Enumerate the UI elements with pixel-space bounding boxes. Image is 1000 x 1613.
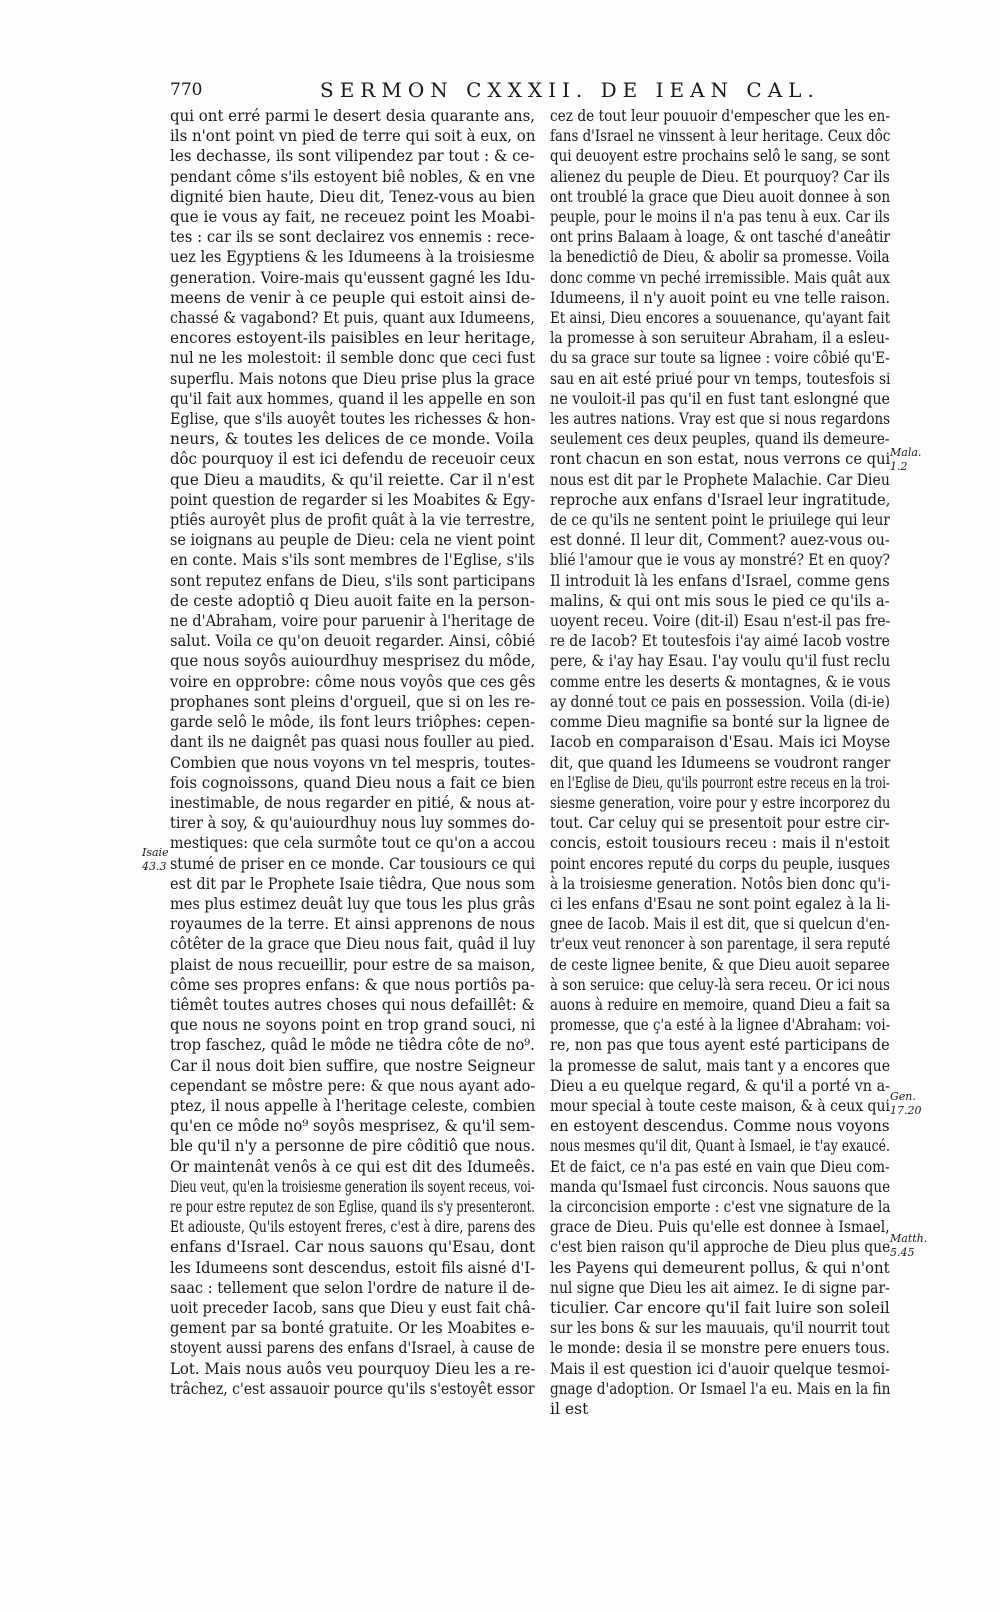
text-line: ont prins Balaam à loage, & ont tasché d'aneâtir [550,228,891,247]
text-line: dit, que quand les Idumeens se voudront ranger [550,753,891,772]
text-line: mestiques: que cela surmôte tout ce qu'on a accou [170,834,536,853]
text-line: point question de regarder si les Moabites & Egy- [170,490,536,509]
margin-note-line: Isaie [142,846,169,859]
text-line: chassé & vagabond? Et puis, quant aux Idumeens, [170,309,535,328]
text-line: dant ils ne daignêt pas quasi nous fouller au pied. [170,733,535,752]
text-line: à la troisiesme generation. Notôs bien donc qu'i- [550,874,891,893]
text-line: re de Iacob? Et toutesfois i'ay aimé Iacob vostre [550,632,890,651]
text-line: garde selô le môde, ils font leurs triôphes: cepen- [170,713,536,732]
margin-note-line: Matth. [890,1232,928,1245]
text-line: les dechasse, ils sont vilipendez par tout : & ce- [170,147,535,166]
text-line: superflu. Mais notons que Dieu prise plus la grace [170,369,535,388]
text-line: inestimable, de nous regarder en pitié, & nous at- [170,793,536,812]
text-line: que Dieu a maudits, & qu'il reiette. Car il n'est [170,470,535,489]
text-line: prophanes sont pleins d'orgueil, que si on les re- [170,692,536,711]
text-line: gnee de Iacob. Mais il est dit, que si quelcun d'en- [550,915,890,934]
text-line: que nous ne soyons point en trop grand souci, ni [170,1016,536,1035]
text-line: Dieu a eu quelque regard, & qu'il a porté vn a- [550,1076,890,1095]
text-line: la circoncision emporte : c'est vne signature de la [550,1197,891,1216]
text-line: cez de tout leur pouuoir d'empescher que les en- [550,107,890,125]
text-line: qu'il fait aux hommes, quand il les appelle en son [170,389,536,408]
text-line: du sa grace sur toute sa lignee : voire côbié qu'E- [550,349,890,368]
text-line: ne vouloit-il pas qu'il en fust tant eslongné que [550,389,890,408]
margin-note-isaie [142,846,169,874]
text-line: ront chacun en son estat, nous verrons ce qui [550,450,891,469]
text-line: côme ses propres enfans: & que nous portiôs pa- [170,975,535,994]
text-line: que nous soyôs auiourdhuy mesprisez du môde, [170,652,536,671]
text-line: comme Dieu magnifie sa bonté sur la lignee de [550,713,890,732]
text-line: concis, estoit tousiours receu : mais il n'estoit [550,834,890,853]
margin-note-line: 43.3 [142,860,167,873]
text-line: ptez, il nous appelle à l'heritage celeste, combien [170,1096,536,1115]
text-line: mour special à toute ceste maison, & à ceux qui [550,1096,890,1115]
text-line: cependant se môstre pere: & que nous ayant ado- [170,1076,536,1095]
text-line: ptiês auroyêt plus de profit quât à la vie terrestre, [170,511,536,530]
text-line: enfans d'Israel. Car nous sauons qu'Esau, dont [170,1238,536,1257]
text-line: dignité bien haute, Dieu dit, Tenez-vous au bien [170,187,536,206]
text-line: trop faschez, quâd le môde ne tiêdra côte de no⁹. [170,1036,535,1055]
margin-note-line: 17.20 [890,1104,922,1117]
text-line: en conte. Mais s'ils sont membres de l'Eglise, s'ils [170,551,535,570]
text-line: sur les bons & sur les mauuais, qu'il nourrit tout [550,1319,890,1338]
margin-note-matthieu [890,1232,927,1260]
text-line: ont troublé la grace que Dieu auoit donnee à son [550,187,891,206]
text-line: blié l'amour que ie vous ay monstré? Et en quoy? [550,551,890,570]
text-line: Mais il est question ici d'auoir quelque tesmoi- [550,1359,890,1378]
text-line: nul ne les molestoit: il semble donc que ceci fust [170,349,536,368]
text-line: Combien que nous voyons vn tel mespris, toutes- [170,753,536,772]
text-line: encores estoyent-ils paisibles en leur heritage, [170,329,536,348]
text-line: pere, & i'ay hay Esau. I'ay voulu qu'il fust reclu [550,652,891,671]
text-line: les Payens qui demeurent pollus, & qui n'ont [550,1258,890,1277]
text-line: Car il nous doit bien suffire, que nostre Seigneur [170,1056,535,1075]
text-line: ay donné tout ce pais en possession. Voila (di-ie) [550,692,891,711]
text-line: Dieu veut, qu'en la troisiesme generation ils soyent receus, voi- [170,1177,535,1196]
text-line: Et de faict, ce n'a pas esté en vain que Dieu com- [550,1157,890,1176]
text-line: uez les Egyptiens & les Idumeens à la troisiesme [170,248,535,267]
text-line: Lot. Mais nous auôs veu pourquoy Dieu les a re- [170,1359,536,1378]
text-line: generation. Voire-mais qu'eussent gagné les Idu- [170,268,536,287]
text-line: gnage d'adoption. Or Ismael l'a eu. Mais en la fin [550,1379,891,1398]
margin-note-line: Gen. [890,1090,916,1103]
text-line: la promesse de salut, mais tant y a encores que [550,1056,891,1075]
text-line: neurs, & toutes les delices de ce monde. Voila [170,430,534,449]
text-line: de ceste adoptiô q Dieu auoit faite en la person- [170,591,535,610]
page-number: 770 [170,80,203,100]
text-line: la promesse à son seruiteur Abraham, il a esleu- [550,329,890,348]
text-line: Et adiouste, Qu'ils estoyent freres, c'est à dire, parens des [170,1218,536,1237]
text-line: siesme generation, voire pour y estre incorporez du [550,793,891,812]
text-line: grace de Dieu. Puis qu'elle est donnee à Ismael, [550,1218,890,1237]
text-line: en estoyent descendus. Comme nous voyons [550,1117,890,1136]
text-line: tiêmêt toutes autres choses qui nous defaillêt: & [170,995,535,1014]
text-line: de ce qu'ils ne sentent point le priuilege qui leur [550,511,890,530]
text-line: Iacob en comparaison d'Esau. Mais ici Moyse [550,733,891,752]
text-line: ils n'ont point vn pied de terre qui soit à eux, on [170,127,536,146]
text-line: qu'en ce môde no⁹ soyôs mesprisez, & qu'il sem- [170,1117,536,1136]
margin-note-line: 1.2 [890,460,908,473]
text-line: la benedictiô de Dieu, & abolir sa promesse. Voila [550,248,890,267]
text-line: promesse, que ç'a esté à la lignee d'Abraham: voi- [550,1016,891,1035]
text-line: est donné. Il leur dit, Comment? auez-vous ou- [550,531,890,550]
text-line: malins, & qui ont mis sous le pied ce qu'ils a- [550,591,890,610]
text-line: tirer à soy, & qu'auiourdhuy nous luy sommes do- [170,814,535,833]
text-line: ticulier. Car encore qu'il fait luire son soleil [550,1298,890,1317]
text-line: dôc pourquoy il est ici defendu de receuoir ceux [170,450,535,469]
text-line: tr'eux veut renoncer à son parentage, il sera reputé [550,935,891,954]
running-head: SERMON CXXXII. DE IEAN CAL. [320,78,820,102]
text-line: stoyent aussi parens des enfans d'Israel, à cause de [170,1339,535,1358]
text-line: nul signe que Dieu les ait aimez. Ie di signe par- [550,1278,890,1297]
text-line: nous mesmes qu'il dit, Quant à Ismael, ie t'ay exaucé. [550,1137,890,1156]
text-line: le monde: desia il se monstre pere enuers tous. [550,1339,890,1358]
text-line: reproche aux enfans d'Israel leur ingratitude, [550,490,891,509]
text-line: sau en ait esté priué pour vn temps, toutesfois si [550,369,891,388]
text-line: pendant côme s'ils estoyent biê nobles, & en vne [170,167,536,186]
text-line: ci les enfans d'Esau ne sont point egalez à la li- [550,894,891,913]
text-line: fans d'Israel ne vinssent à leur heritage. Ceux dôc [550,127,891,146]
text-line: à son seruice: que celuy-là sera receu. Or ici nous [550,975,890,994]
text-line: uoit preceder Iacob, sans que Dieu y eust fait châ- [170,1298,536,1317]
text-line: meens de venir à ce peuple qui estoit ainsi de- [170,288,536,307]
margin-note-genese [890,1090,922,1118]
text-line: est dit par le Prophete Isaie tiêdra, Que nous som [170,874,535,893]
text-line: alienez du peuple de Dieu. Et pourquoy? Car ils [550,167,890,186]
text-line: saac : tellement que selon l'ordre de nature il de- [170,1278,535,1297]
margin-note-line: 5.45 [890,1246,915,1259]
margin-note-line: Mala. [890,446,922,459]
text-line: voire en opprobre: côme nous voyôs que ces gês [170,672,536,691]
text-line: Eglise, que s'ils auoyêt toutes les richesses & hon- [170,410,536,429]
text-line: uoyent receu. Voire (dit-il) Esau n'est-il pas fre- [550,612,891,631]
text-line: côtêter de la grace que Dieu nous fait, quâd il luy [170,935,536,954]
text-line: seulement ces deux peuples, quand ils demeure- [550,430,890,449]
text-line: fois cognoissons, quand Dieu nous a fait ce bien [170,773,536,792]
text-line: re, non pas que tous ayent esté participans de [550,1036,890,1055]
text-line: salut. Voila ce qu'on deuoit regarder. Ainsi, côbié [170,632,536,651]
text-line: re pour estre reputez de son Eglise, quand ils s'y presenteront. [170,1197,535,1216]
text-line: ne d'Abraham, voire pour paruenir à l'heritage de [170,612,535,631]
text-line: trâchez, c'est assauoir pource qu'ils s'estoyêt essor [170,1379,535,1398]
text-line: donc comme vn peché irremissible. Mais quât aux [550,268,890,287]
text-line: stumé de priser en ce monde. Car tousiours ce qui [170,854,536,873]
right-column [550,106,890,1419]
text-line: manda qu'Ismael fust circoncis. Nous sauons que [550,1177,891,1196]
text-line: point encores reputé du corps du peuple, iusques [550,854,890,873]
text-line: gement par sa bonté gratuite. Or les Moabites e- [170,1319,535,1338]
text-line: nous est dit par le Prophete Malachie. Car Dieu [550,470,890,489]
text-line: peuple, pour le moins il n'a pas tenu à eux. Car ils [550,208,890,227]
text-line: qui ont erré parmi le desert desia quarante ans, [170,107,536,125]
text-line: que ie vous ay fait, ne receuez point les Moabi- [170,208,535,227]
text-line: mes plus estimez deuât luy que tous les plus grâs [170,894,535,913]
text-line: Il introduit là les enfans d'Israel, comme gens [550,571,890,590]
text-line: les Idumeens sont descendus, estoit fils aisné d'I- [170,1258,536,1277]
text-line: les autres nations. Vray est que si nous regardons [550,410,891,429]
text-line: il est [550,1400,589,1418]
text-line: Idumeens, il n'y auoit point eu vne telle raison. [550,288,891,307]
text-line: en l'Eglise de Dieu, qu'ils pourront estre receus en la troi- [550,773,890,792]
left-column [170,106,535,1399]
text-line: qui deuoyent estre prochains selô le sang, se sont [550,147,890,166]
text-line: comme entre les deserts & montagnes, & ie vous [550,672,891,691]
text-line: royaumes de la terre. Et ainsi apprenons de nous [170,915,535,934]
text-line: sont reputez enfans de Dieu, s'ils sont participans [170,571,536,590]
text-line: de ceste lignee benite, & que Dieu auoit separee [550,955,890,974]
text-line: tes : car ils se sont declairez vos ennemis : rece- [170,228,535,247]
text-line: plaist de nous recueillir, pour estre de sa maison, [170,955,536,974]
text-line: tout. Car celuy qui se presentoit pour estre cir- [550,814,890,833]
text-line: se ioignans au peuple de Dieu: cela ne vient point [170,531,536,550]
text-line: Et ainsi, Dieu encores a souuenance, qu'ayant fait [550,309,891,328]
text-line: ble qu'il n'y a personne de pire côditiô que nous. [170,1137,536,1156]
text-line: c'est bien raison qu'il approche de Dieu plus que [550,1238,891,1257]
margin-note-malachie [890,446,921,474]
text-line: auons à reduire en memoire, quand Dieu a fait sa [550,995,891,1014]
text-line: Or maintenât venôs à ce qui est dit des Idumeês. [170,1157,536,1176]
